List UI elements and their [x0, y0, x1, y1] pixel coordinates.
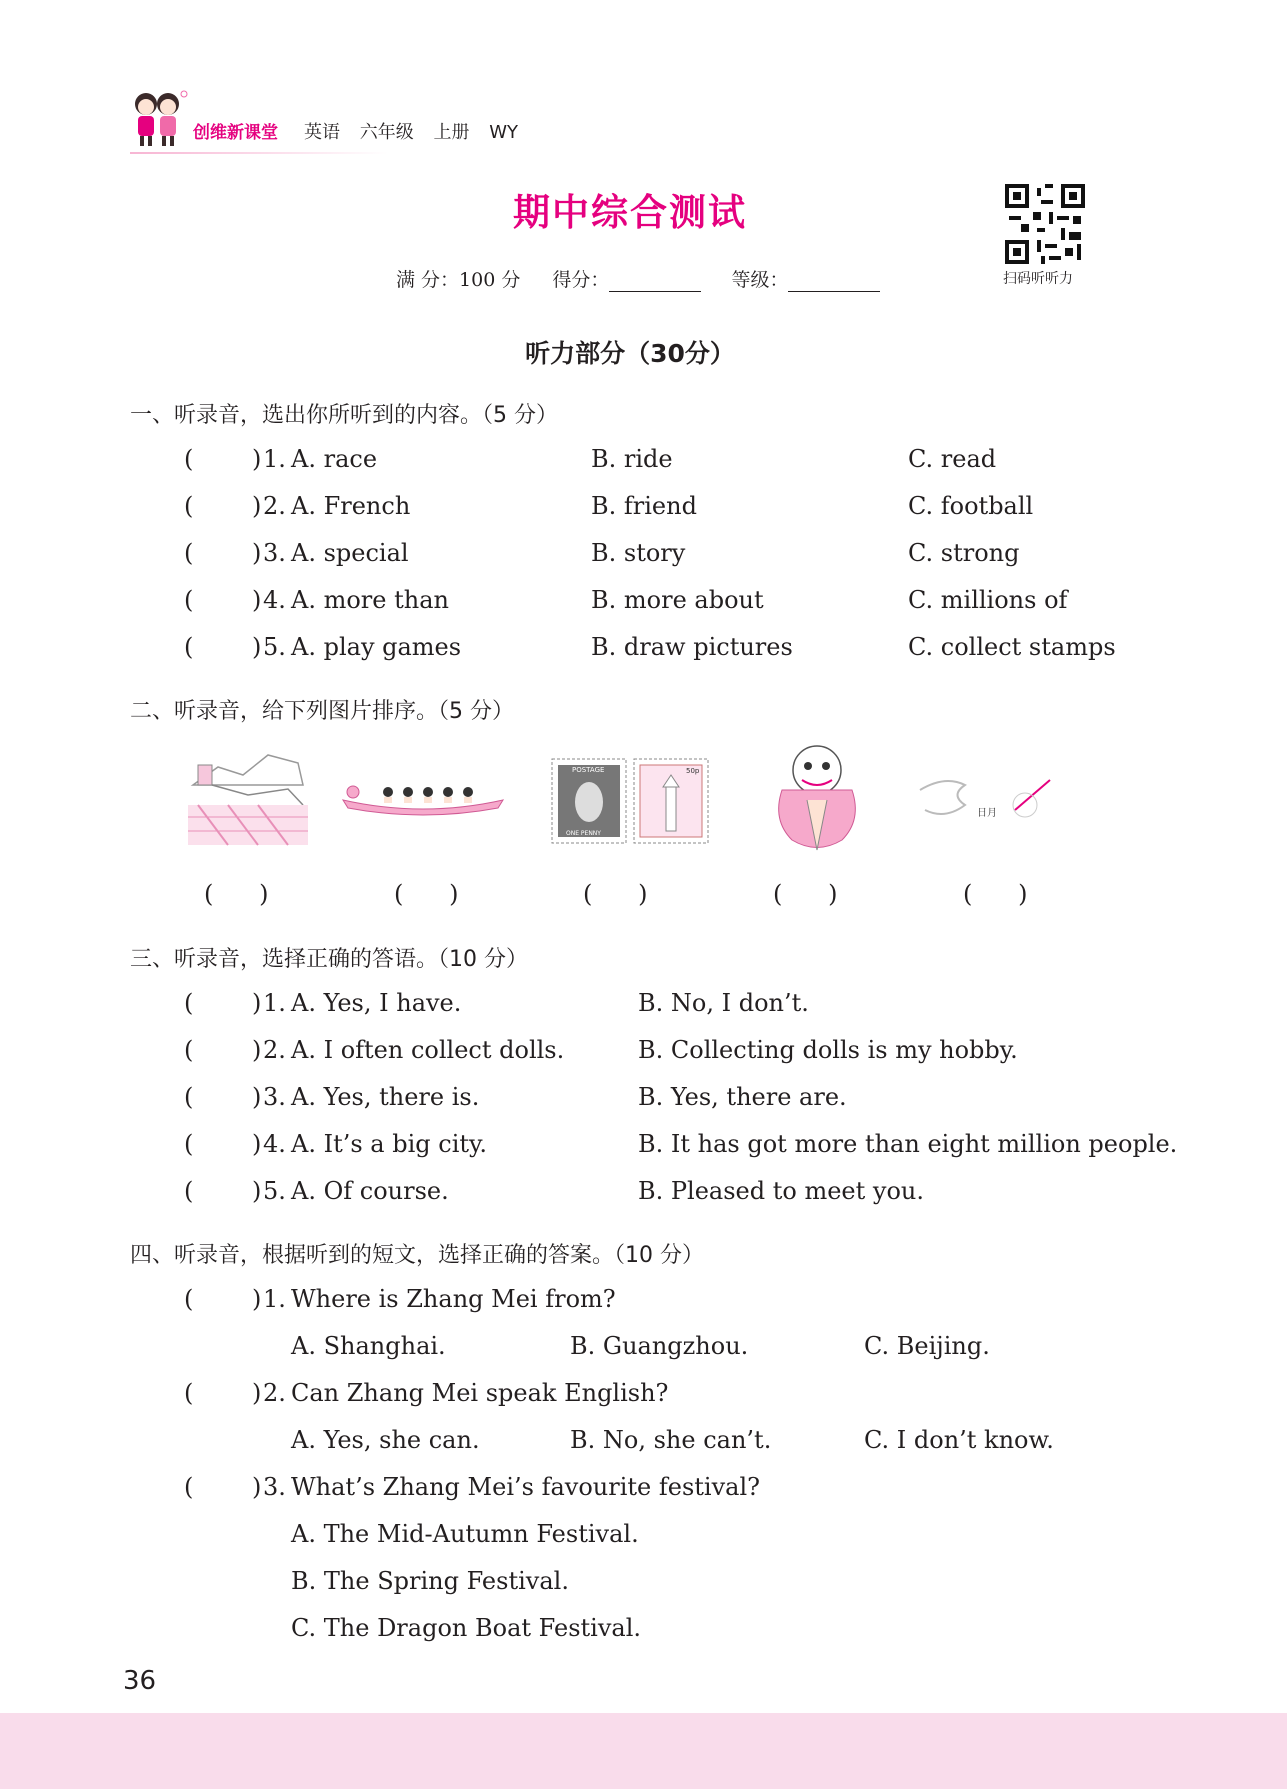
question-text: What’s Zhang Mei’s favourite festival? [291, 1473, 760, 1501]
qr-code-icon[interactable] [1005, 184, 1085, 264]
answer-paren-open: ( [184, 1379, 194, 1407]
answer-paren-close: ) [252, 1083, 262, 1111]
option-b: B. Yes, there are. [638, 1083, 847, 1111]
item-number: 5. [263, 633, 286, 661]
option-a: A. more than [291, 586, 449, 614]
item-number: 4. [263, 586, 286, 614]
header-info [304, 118, 532, 144]
writing-hand-icon [915, 770, 1055, 830]
option-b: B. Collecting dolls is my hobby. [638, 1036, 1018, 1064]
part-title: 听力部分（30分） [525, 339, 735, 368]
pic-paren-3[interactable]: ( ) [583, 880, 648, 908]
option-a: A. race [291, 445, 378, 473]
header-grade: 六年级 [359, 122, 414, 143]
question-text: Can Zhang Mei speak English? [291, 1379, 669, 1407]
answer-paren-open: ( [184, 445, 194, 473]
answer-paren-close: ) [252, 633, 262, 661]
item-number: 2. [263, 1036, 286, 1064]
answer-paren-close: ) [252, 586, 262, 614]
page-title: 期中综合测试 [513, 191, 747, 234]
pic-paren-4[interactable]: ( ) [773, 880, 838, 908]
full-marks: 满 分：100 分 [396, 269, 521, 291]
lion-dance-icon [762, 740, 872, 860]
option-c: C. read [908, 445, 997, 473]
dragon-boat-picture [338, 770, 508, 820]
page-number: 36 [123, 1666, 157, 1696]
option-c: C. millions of [908, 586, 1068, 614]
answer-paren-open: ( [184, 1177, 194, 1205]
answer-paren-open: ( [184, 633, 194, 661]
lion-dance-picture [762, 740, 872, 860]
answer-paren-open: ( [184, 492, 194, 520]
item-number: 3. [263, 1473, 286, 1501]
answer-paren-open: ( [184, 1130, 194, 1158]
qr-label: 扫码听听力 [1003, 271, 1073, 287]
date-text: 日月 [977, 808, 997, 819]
option-a: A. special [291, 539, 409, 567]
item-number: 5. [263, 1177, 286, 1205]
answer-paren-close: ) [252, 492, 262, 520]
answer-paren-open: ( [184, 1083, 194, 1111]
option-b: B. The Spring Festival. [291, 1567, 569, 1595]
answer-paren-close: ) [252, 1036, 262, 1064]
option-b: B. Pleased to meet you. [638, 1177, 924, 1205]
writing-picture [915, 770, 1055, 830]
option-b: B. more about [591, 586, 764, 614]
option-a: A. Yes, I have. [291, 989, 462, 1017]
answer-paren-open: ( [184, 1036, 194, 1064]
footer-band [0, 1713, 1287, 1789]
option-c: C. collect stamps [908, 633, 1116, 661]
pic-paren-2[interactable]: ( ) [394, 880, 459, 908]
option-c: C. I don’t know. [864, 1426, 1054, 1454]
pic-paren-1[interactable]: ( ) [204, 880, 269, 908]
great-wall-icon [188, 745, 308, 855]
header-subject: 英语 [304, 122, 340, 143]
score-blank[interactable] [609, 273, 701, 292]
option-b: B. friend [591, 492, 697, 520]
grade-blank[interactable] [788, 273, 880, 292]
option-a: A. Yes, there is. [291, 1083, 480, 1111]
answer-paren-close: ) [252, 1285, 262, 1313]
answer-paren-close: ) [252, 1473, 262, 1501]
option-b: B. No, she can’t. [570, 1426, 772, 1454]
pic-paren-5[interactable]: ( ) [963, 880, 1028, 908]
item-number: 1. [263, 989, 286, 1017]
section-1-title: 一、听录音，选出你所听到的内容。（5 分） [130, 403, 558, 428]
section-3-title: 三、听录音，选择正确的答语。（10 分） [130, 947, 528, 972]
stamp-value-text: 50p [686, 767, 700, 775]
option-b: B. It has got more than eight million people. [638, 1130, 1178, 1158]
section-2-title: 二、听录音，给下列图片排序。（5 分） [130, 699, 514, 724]
option-a: A. It’s a big city. [291, 1130, 488, 1158]
option-a: A. Of course. [291, 1177, 449, 1205]
option-a: A. I often collect dolls. [291, 1036, 565, 1064]
question-text: Where is Zhang Mei from? [291, 1285, 616, 1313]
score-label: 得分： [552, 269, 610, 291]
option-a: A. Yes, she can. [291, 1426, 480, 1454]
option-a: A. play games [291, 633, 462, 661]
header-logo [126, 88, 192, 152]
dragon-boat-icon [338, 770, 508, 820]
option-b: B. ride [591, 445, 673, 473]
answer-paren-close: ) [252, 1379, 262, 1407]
option-a: A. French [291, 492, 411, 520]
option-b: B. story [591, 539, 686, 567]
header-volume: 上册 [433, 122, 470, 143]
grade-label: 等级： [731, 269, 789, 291]
answer-paren-close: ) [252, 1130, 262, 1158]
kids-logo-icon [126, 88, 192, 152]
option-c: C. football [908, 492, 1034, 520]
score-line [396, 265, 880, 292]
option-c: C. The Dragon Boat Festival. [291, 1614, 642, 1642]
answer-paren-open: ( [184, 539, 194, 567]
answer-paren-close: ) [252, 445, 262, 473]
item-number: 1. [263, 1285, 286, 1313]
item-number: 1. [263, 445, 286, 473]
option-a: A. The Mid-Autumn Festival. [291, 1520, 639, 1548]
header-edition: WY [489, 122, 518, 143]
item-number: 3. [263, 1083, 286, 1111]
option-c: C. Beijing. [864, 1332, 990, 1360]
option-b: B. No, I don’t. [638, 989, 809, 1017]
item-number: 4. [263, 1130, 286, 1158]
answer-paren-open: ( [184, 1473, 194, 1501]
great-wall-picture [188, 745, 308, 855]
stamp-penny-text: ONE PENNY [566, 830, 601, 837]
item-number: 3. [263, 539, 286, 567]
answer-paren-open: ( [184, 586, 194, 614]
item-number: 2. [263, 492, 286, 520]
option-b: B. draw pictures [591, 633, 793, 661]
option-a: A. Shanghai. [291, 1332, 446, 1360]
option-b: B. Guangzhou. [570, 1332, 749, 1360]
answer-paren-close: ) [252, 989, 262, 1017]
header-divider [130, 152, 388, 154]
answer-paren-close: ) [252, 1177, 262, 1205]
item-number: 2. [263, 1379, 286, 1407]
option-c: C. strong [908, 539, 1020, 567]
stamp-postage-text: POSTAGE [572, 766, 605, 774]
answer-paren-open: ( [184, 989, 194, 1017]
qr-code-graphic [1005, 184, 1085, 264]
header-brand: 创维新课堂 [193, 123, 278, 143]
answer-paren-close: ) [252, 539, 262, 567]
answer-paren-open: ( [184, 1285, 194, 1313]
section-4-title: 四、听录音，根据听到的短文，选择正确的答案。（10 分） [130, 1243, 704, 1268]
stamps-picture [550, 757, 710, 847]
